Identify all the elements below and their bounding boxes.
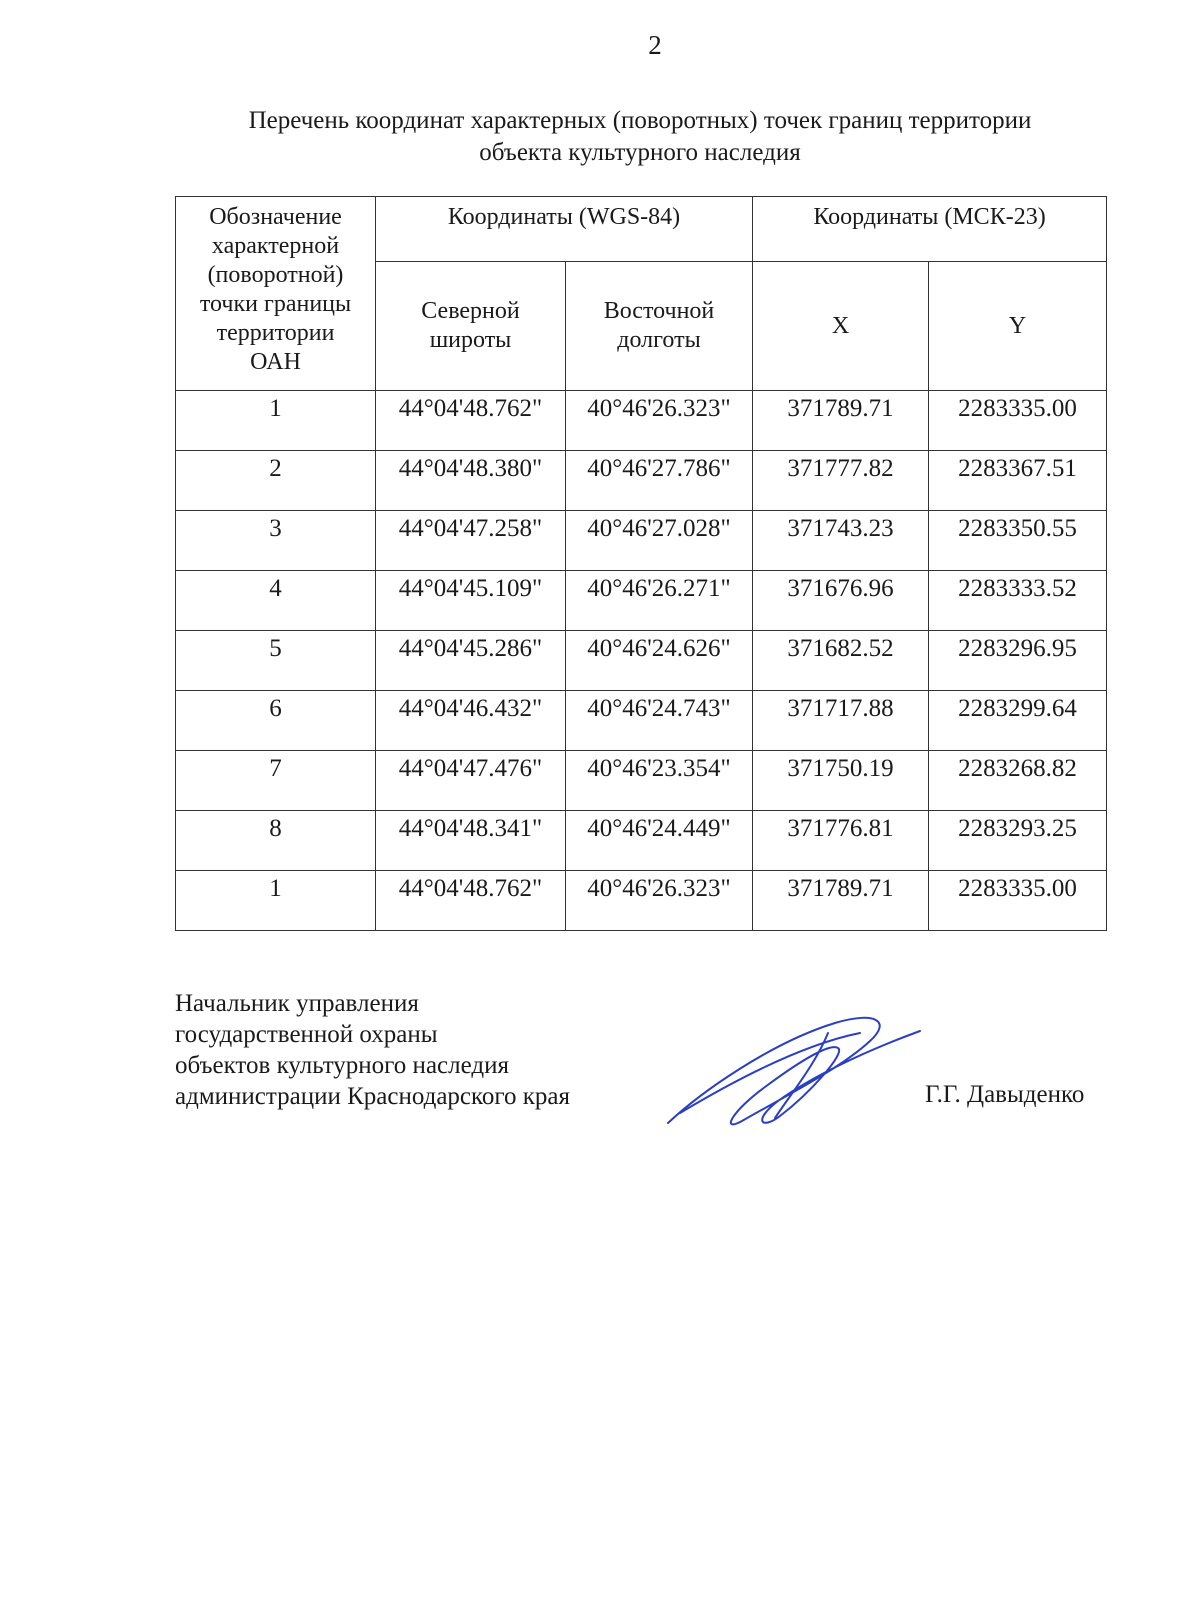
cell-north-latitude: 44°04'46.432" xyxy=(376,691,566,751)
header-text: территории xyxy=(216,320,335,346)
cell-point: 1 xyxy=(176,871,376,931)
header-text: Восточной xyxy=(603,298,715,324)
cell-point: 4 xyxy=(176,571,376,631)
header-text: Северной xyxy=(421,298,520,324)
position-line: Начальник управления xyxy=(175,990,419,1017)
header-y: Y xyxy=(929,262,1107,391)
table-row xyxy=(176,691,1107,751)
header-text: ОАН xyxy=(250,349,301,375)
cell-point: 6 xyxy=(176,691,376,751)
header-wgs84: Координаты (WGS-84) xyxy=(376,197,753,262)
cell-point: 7 xyxy=(176,751,376,811)
title-line: объекта культурного наследия xyxy=(479,139,801,166)
table-body xyxy=(176,391,1107,931)
header-text: точки границы xyxy=(199,291,352,317)
signer-name: Г.Г. Давыденко xyxy=(925,1081,1085,1108)
cell-x: 371717.88 xyxy=(753,691,929,751)
cell-y: 2283296.95 xyxy=(929,631,1107,691)
signature-strokes xyxy=(668,1018,920,1125)
coordinates-table xyxy=(175,196,1107,931)
cell-y: 2283293.25 xyxy=(929,811,1107,871)
cell-north-latitude: 44°04'48.341" xyxy=(376,811,566,871)
header-text: (поворотной) xyxy=(207,262,344,288)
cell-x: 371750.19 xyxy=(753,751,929,811)
cell-point: 1 xyxy=(176,391,376,451)
cell-y: 2283350.55 xyxy=(929,511,1107,571)
table-row xyxy=(176,631,1107,691)
cell-y: 2283335.00 xyxy=(929,871,1107,931)
cell-north-latitude: 44°04'48.762" xyxy=(376,391,566,451)
cell-east-longitude: 40°46'24.626" xyxy=(566,631,753,691)
cell-east-longitude: 40°46'24.449" xyxy=(566,811,753,871)
table-row xyxy=(176,871,1107,931)
header-north-latitude xyxy=(376,262,566,391)
cell-north-latitude: 44°04'48.762" xyxy=(376,871,566,931)
cell-east-longitude: 40°46'26.323" xyxy=(566,871,753,931)
position-line: государственной охраны xyxy=(175,1021,438,1048)
cell-point: 5 xyxy=(176,631,376,691)
table-row xyxy=(176,751,1107,811)
cell-y: 2283335.00 xyxy=(929,391,1107,451)
header-msk23: Координаты (МСК-23) xyxy=(753,197,1107,262)
cell-east-longitude: 40°46'27.028" xyxy=(566,511,753,571)
cell-y: 2283268.82 xyxy=(929,751,1107,811)
cell-y: 2283333.52 xyxy=(929,571,1107,631)
header-east-longitude xyxy=(566,262,753,391)
position-line: объектов культурного наследия xyxy=(175,1052,509,1079)
cell-point: 8 xyxy=(176,811,376,871)
cell-x: 371777.82 xyxy=(753,451,929,511)
cell-x: 371743.23 xyxy=(753,511,929,571)
cell-x: 371682.52 xyxy=(753,631,929,691)
position-line: администрации Краснодарского края xyxy=(175,1083,571,1110)
handwritten-signature xyxy=(660,1003,930,1138)
cell-point: 3 xyxy=(176,511,376,571)
title-line: Перечень координат характерных (поворотных) точек границ территории xyxy=(248,107,1032,134)
header-text: характерной xyxy=(211,233,340,259)
table-row xyxy=(176,571,1107,631)
table-row xyxy=(176,391,1107,451)
header-text: Обозначение xyxy=(209,204,342,230)
header-x: X xyxy=(753,262,929,391)
header-text: широты xyxy=(429,327,512,353)
cell-north-latitude: 44°04'48.380" xyxy=(376,451,566,511)
cell-east-longitude: 40°46'26.323" xyxy=(566,391,753,451)
cell-x: 371776.81 xyxy=(753,811,929,871)
table-row xyxy=(176,511,1107,571)
cell-point: 2 xyxy=(176,451,376,511)
table-row xyxy=(176,451,1107,511)
cell-x: 371676.96 xyxy=(753,571,929,631)
document-title xyxy=(150,105,1130,169)
cell-north-latitude: 44°04'47.476" xyxy=(376,751,566,811)
cell-y: 2283367.51 xyxy=(929,451,1107,511)
cell-y: 2283299.64 xyxy=(929,691,1107,751)
cell-east-longitude: 40°46'23.354" xyxy=(566,751,753,811)
cell-east-longitude: 40°46'24.743" xyxy=(566,691,753,751)
page-number: 2 xyxy=(648,30,662,60)
signatory-position xyxy=(175,988,570,1112)
cell-east-longitude: 40°46'27.786" xyxy=(566,451,753,511)
cell-x: 371789.71 xyxy=(753,391,929,451)
cell-north-latitude: 44°04'45.286" xyxy=(376,631,566,691)
cell-x: 371789.71 xyxy=(753,871,929,931)
table-header-row xyxy=(176,197,1107,262)
cell-north-latitude: 44°04'47.258" xyxy=(376,511,566,571)
cell-east-longitude: 40°46'26.271" xyxy=(566,571,753,631)
table-row xyxy=(176,811,1107,871)
cell-north-latitude: 44°04'45.109" xyxy=(376,571,566,631)
header-text: долготы xyxy=(617,327,701,353)
header-point-designation xyxy=(176,197,376,391)
